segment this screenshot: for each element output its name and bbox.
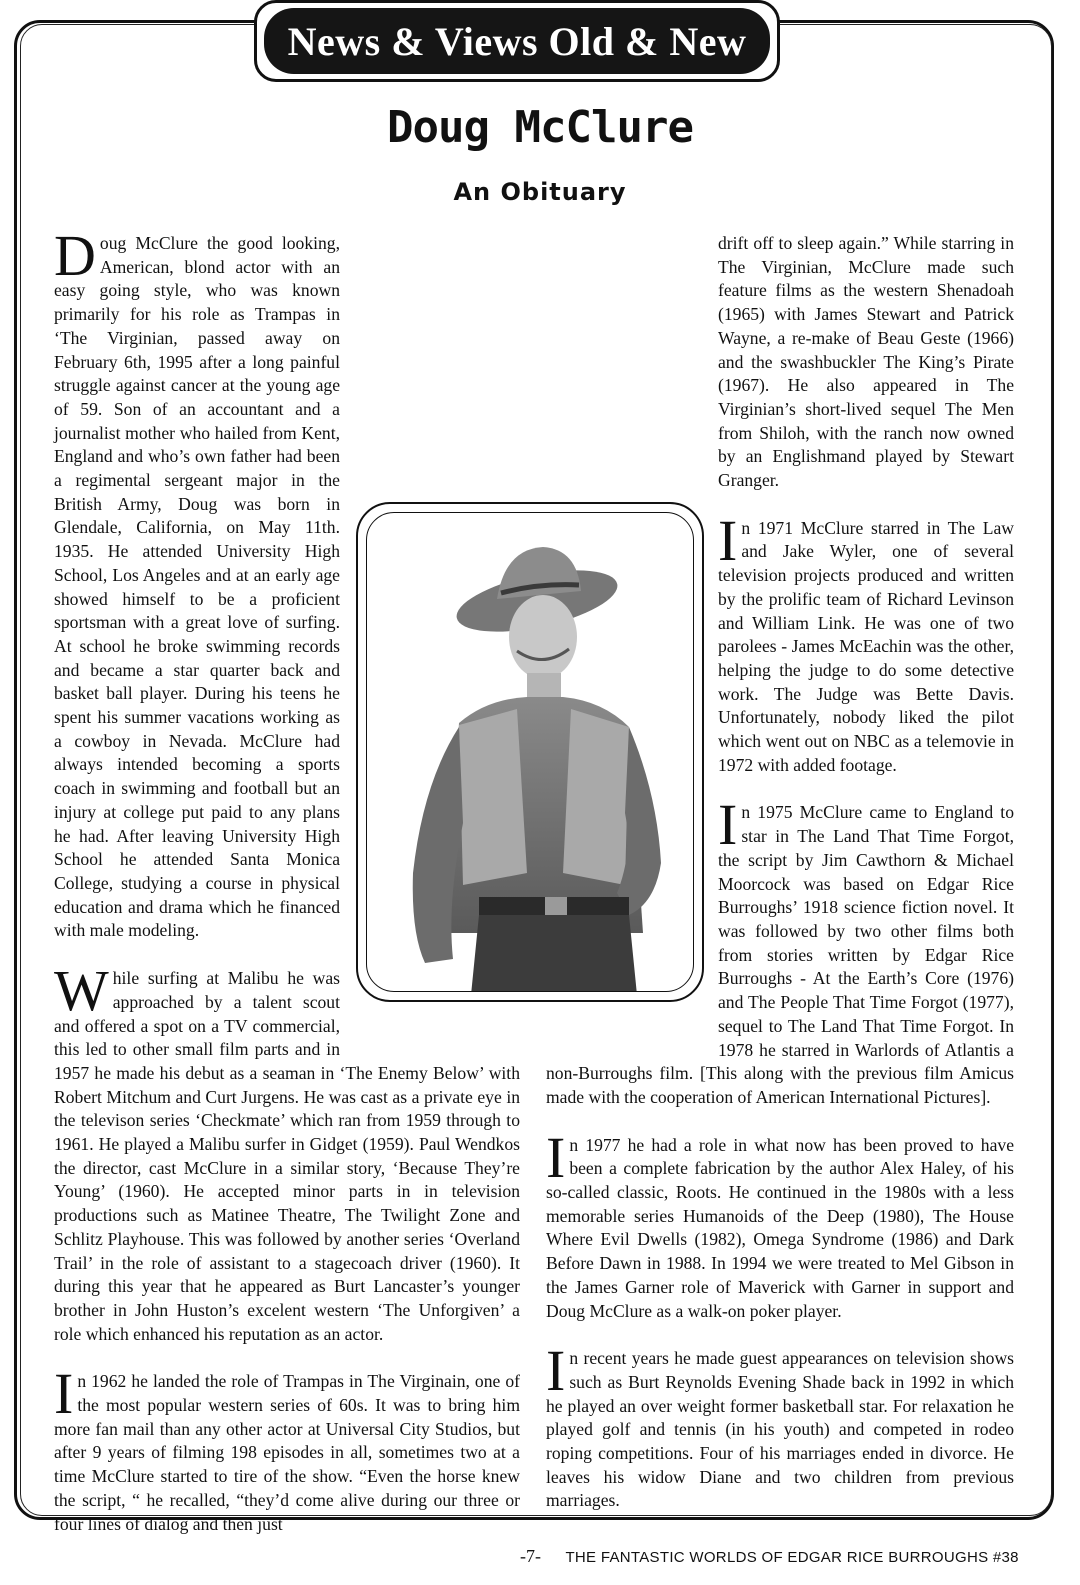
drop-cap: I [54, 1361, 74, 1427]
drop-cap: I [546, 1124, 566, 1190]
drop-cap: I [718, 792, 738, 858]
article-subtitle: An Obituary [453, 178, 627, 206]
drop-cap: I [718, 507, 738, 573]
cowboy-figure-icon [367, 513, 694, 992]
cowboy-portrait-photo [366, 512, 694, 992]
article-title: Doug McClure [387, 102, 693, 153]
drop-cap: I [546, 1338, 566, 1404]
paragraph: In 1975 McClure came to England to star in The Land That Time Forgot, the script by Jim Cawthorn & Michael Moorcock was based on Edgar Rice Burroughs’ 1918 science fiction novel. It was followed by two other films both from stories written by Edgar Rice Burroughs - At the Earth’s Core (1976) and The People That Time Forgot (1977), sequel to The Land That Time Forgot. In 1978 he starred in Warlords of Atlantis a non-Burroughs film. [This along with the previous film Amicus made with the cooperation of American International Pictures]. [546, 792, 1014, 1107]
paragraph: While surfing at Malibu he was approached by a talent scout and offered a spot on a TV commercial, this led to other small film parts and in 1957 he made his debut as a seaman in ‘The Enemy Below’ with Robert Mitchum and Curt Jurgens. He was cast as a private eye in the televison series ‘Checkmate’ which ran from 1959 through to 1961. He played a Malibu surfer in Gidget (1959). Paul Wendkos the director, cast McClure in a similar story, ‘Because They’re Young’ (1960). He accepted minor parts in in television productions such as Matinee Theatre, The Twilight Zone and Schlitz Playhouse. This was followed by another series ‘Overland Trail’ in the role of assistant to a stagecoach driver (1960). It during this year that he appeared as Burt Lancaster’s younger brother in John Huston’s excelent western ‘The Unforgiven’ a role which enhanced his reputation as an actor. [54, 958, 520, 1344]
paragraph: In 1977 he had a role in what now has been proved to have been a complete fabrication by the author Alex Haley, of his so-called classic, Roots. He continued in the 1980s with a less memorable series Humanoids of the Deep (1980), The House Where Evil Dwells (1982), Omega Syndrome (1986) and Dark Before Dawn in 1988. In 1994 we were treated to Mel Gibson in the James Garner role of Maverick with Garner in support and Doug McClure as a walk-on poker player. [546, 1124, 1014, 1321]
page-number: -7- [520, 1546, 541, 1566]
paragraph: In 1962 he landed the role of Trampas in The Virginain, one of the most popular western series of 60s. It was to bring him more fan mail than any other actor at Universal City Studios, but after 9 years of filming 198 episodes in all, sometimes two at a time McClure started to tire of the show. “Even the horse knew the script, “ he recalled, “they’d come alive during our three or four lines of dialog and then just [54, 1361, 520, 1534]
paragraph: In recent years he made guest appearances on television shows such as Burt Reynolds Evening Shade back in 1992 in which he played an over weight former basketball star. For relaxation he played golf and tennis (in his youth) and competed in rodeo roping competitions. Four of his marriages ended in divorce. He leaves his widow Diane and two children from previous marriages. [546, 1338, 1014, 1511]
paragraph: Doug McClure the good looking, American, blond actor with an easy going style, who was known primarily for his role as Trampas in ‘The Virginian, passed away on February 6th, 1995 after a long painful struggle against cancer at the young age of 59. Son of an accountant and a journalist mother who hailed from Kent, England and who’s own father had been a regimental sergeant major in the British Army, Doug was born in Glendale, California, on May 11th. 1935. He attended University High School, Los Angeles and at an early age showed himself to be a proficient sportsman with a great love of surfing. At school he broke swimming records and became a star quarter back and basket ball player. During his teens he spent his summer vacations working as a cowboy in Nevada. McClure had always intended becoming a sports coach in swimming and football but an injury at college put paid to any plans he had. After leaving University High School he attended Santa Monica College, studying a course in physical education and drama which he financed with male modeling. [54, 223, 340, 941]
photo-frame [356, 502, 704, 1002]
drop-cap: W [54, 958, 109, 1024]
section-header [264, 8, 770, 74]
paragraph: drift off to sleep again.” While starring in The Virginian, McClure made such feature films as the western Shenadoah (1965) with James Stewart and Patrick Wayne, a re-make of Beau Geste (1966) and the swashbuckler The King’s Pirate (1967). He also appeared in The Virginian’s short-lived sequel The Men from Shiloh, with the ranch now owned by an Englishmand played by Stewart Granger. [718, 233, 1014, 491]
magazine-title: THE FANTASTIC WORLDS OF EDGAR RICE BURROUGHS #38 [565, 1549, 1019, 1566]
paragraph: In 1971 McClure starred in The Law and Jake Wyler, one of several television projects produced and written by the prolific team of Richard Levinson and William Link. He was one of two parolees - James McEachin was the other, helping the judge to do some detective work. The Judge was Bette Davis. Unfortunately, nobody liked the pilot which went out on NBC as a telemovie in 1972 with added footage. [718, 507, 1014, 775]
page-footer [520, 1546, 1019, 1567]
drop-cap: D [54, 223, 96, 288]
section-header-title: News & Views Old & New [287, 18, 747, 64]
